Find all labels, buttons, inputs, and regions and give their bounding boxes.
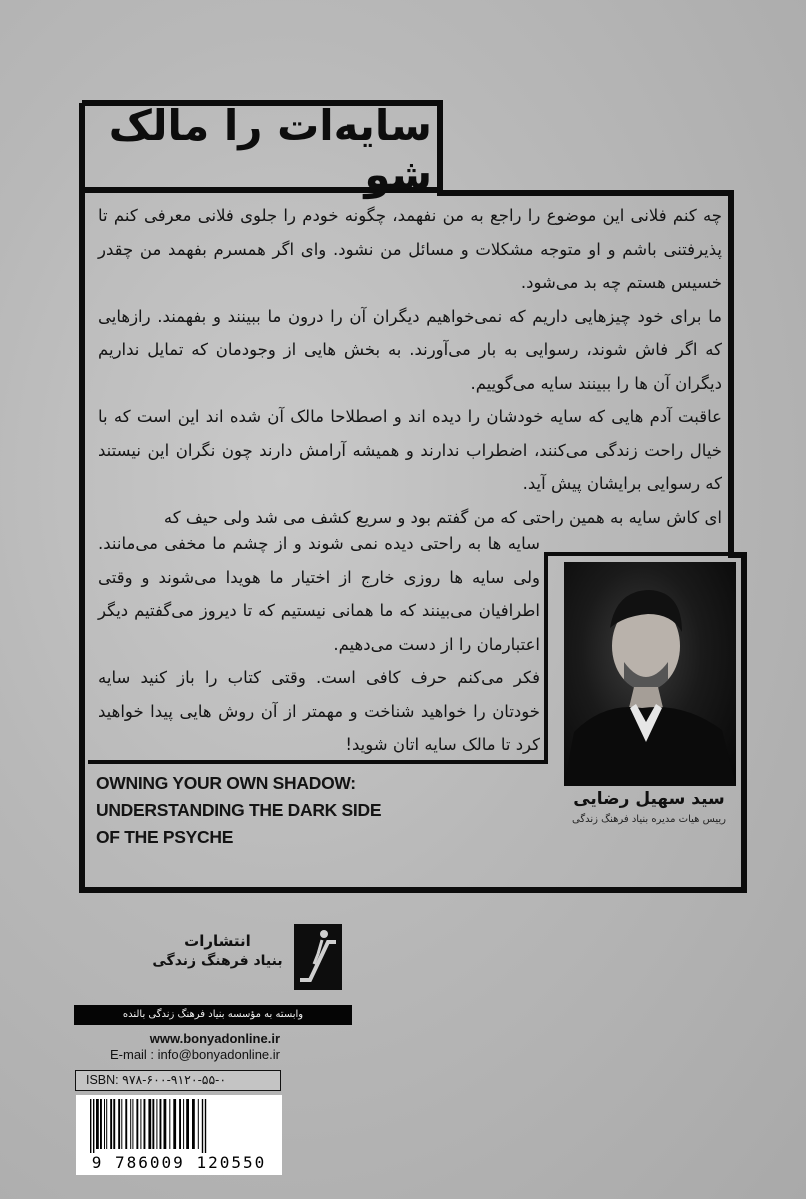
publisher-name [150,931,285,971]
publisher-email[interactable]: E-mail : info@bonyadonline.ir [109,1047,280,1062]
blurb-paragraph: عاقبت آدم هایی که سایه خودشان را دیده اند و اصطلاحا مالک آن شده اند این است که با خیال راحت زندگی می‌کنند، اضطراب ندارند و همیشه آرامش دارند چون نگران این نیستند که رسوایی برایشان پیش آید. [98,407,722,493]
publisher-website[interactable]: www.bonyadonline.ir [149,1031,280,1046]
blurb-paragraph: فکر می‌کنم حرف کافی است. وقتی کتاب را باز کنید سایه خودتان را خواهید شناخت و مهمتر از آن روش هایی پیدا خواهید کرد تا مالک سایه اتان شوید! [98,668,540,754]
english-title-line: OWNING YOUR OWN SHADOW: [96,773,356,793]
blurb-paragraph: ما برای خود چیزهایی داریم که نمی‌خواهیم دیگران آن را درون ما ببینند و بفهمند. رازهایی که اگر فاش شوند، رسوایی به بار می‌آورند. به بخش هایی از وجودمان که تمایل نداریم دیگران آن ها را ببینند سایه می‌گوییم. [98,306,722,393]
english-title-line: UNDERSTANDING THE DARK SIDE [96,800,382,820]
blurb-paragraph: چه کنم فلانی این موضوع را راجع به من نفهمد، چگونه خودم را جلوی فلانی معرفی کنم تا پذیرفتنی باشم و او متوجه مشکلات و مسائل من نشود. وای اگر همسرم بفهمد من چقدر خسیس هستم چه بد می‌شود. [98,206,722,292]
publisher-line2: بنیاد فرهنگ زندگی [152,953,283,969]
publisher-tagline: وابسته به مؤسسه بنیاد فرهنگ زندگی بالنده [74,1005,352,1025]
barcode [76,1095,282,1175]
english-title [96,770,496,851]
blurb-continued [98,527,540,762]
blurb-paragraph: ای کاش سایه به همین راحتی که من گفتم بود و سریع کشف می شد ولی حیف که [163,507,722,527]
english-title-line: OF THE PSYCHE [96,827,234,847]
escalator-person-icon [294,924,342,990]
barcode-bars [76,1095,282,1155]
barcode-number: 9 786009 120550 [91,1153,267,1172]
publisher-line1: انتشارات [184,932,251,950]
book-title: سایه‌ات را مالک شو [108,101,432,199]
blurb-paragraph: سایه ها به راحتی دیده نمی شوند و از چشم ما مخفی می‌مانند. ولی سایه ها روزی خارج از اختیار ما هویدا می‌شوند و وقتی اطرافیان می‌بینند که ما همانی نیستیم که تا دیروز می‌گفتیم دیگر اعتبارمان را از دست می‌دهیم. [98,534,540,654]
author-role: رییس هیات مدیره بنیاد فرهنگ زندگی [572,814,726,825]
author-photo [564,562,736,786]
author-name: سید سهیل رضایی [573,789,725,809]
blurb-main [98,199,722,534]
isbn-label: ISBN: ۹۷۸-۶۰۰-۹۱۲۰-۵۵-۰ [75,1070,281,1091]
